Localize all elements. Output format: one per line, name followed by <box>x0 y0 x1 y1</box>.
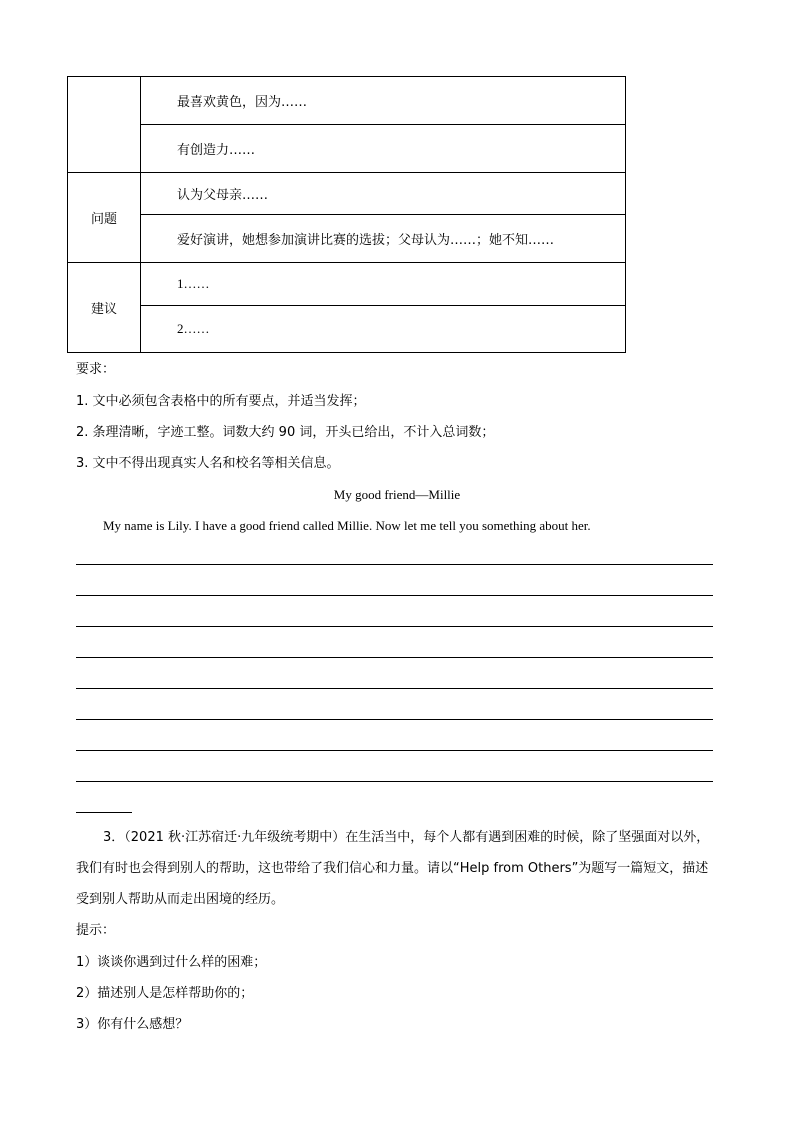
hint-item: 2）描述别人是怎样帮助你的； <box>76 986 254 1001</box>
question-3-text <box>76 822 716 915</box>
table-point-cell: 2…… <box>141 306 626 353</box>
writing-line <box>76 657 713 658</box>
writing-line <box>76 750 713 751</box>
question-source: （2021 秋·江苏宿迁·九年级统考期中） <box>124 830 346 845</box>
writing-line <box>76 688 713 689</box>
essay-title: My good friend—Millie <box>333 487 461 502</box>
table-category-cell: 问题 <box>68 173 141 263</box>
writing-line <box>76 595 713 596</box>
writing-line <box>76 626 713 627</box>
requirement-item: 1. 文中必须包含表格中的所有要点，并适当发挥； <box>76 394 366 409</box>
table-category-cell <box>68 77 141 173</box>
requirements-heading: 要求： <box>76 362 116 377</box>
table-row <box>68 215 626 263</box>
writing-line <box>76 781 713 782</box>
table-point-cell: 爱好演讲，她想参加演讲比赛的选拔；父母认为……；她不知…… <box>141 215 626 263</box>
table-row <box>68 263 626 306</box>
requirement-item: 3. 文中不得出现真实人名和校名等相关信息。 <box>76 456 340 471</box>
writing-line <box>76 719 713 720</box>
requirement-item: 2. 条理清晰，字迹工整。词数大约 90 词，开头已给出，不计入总词数； <box>76 425 495 440</box>
table-row <box>68 306 626 353</box>
outline-table <box>67 76 626 353</box>
writing-line-short <box>76 812 132 813</box>
table-row <box>68 77 626 125</box>
table-row <box>68 125 626 173</box>
table-category-cell: 建议 <box>68 263 141 353</box>
question-number: 3． <box>103 830 125 845</box>
table-point-cell: 1…… <box>141 263 626 306</box>
table-point-cell: 最喜欢黄色，因为…… <box>141 77 626 125</box>
table-point-cell: 认为父母亲…… <box>141 173 626 215</box>
hint-label: 提示： <box>76 923 116 938</box>
hint-item: 3）你有什么感想？ <box>76 1017 189 1032</box>
table-point-cell: 有创造力…… <box>141 125 626 173</box>
question-body: 在生活当中，每个人都有遇到困难的时候，除了坚强面对以外，我们有时也会得到别人的帮助，这也带给了我们信心和力量。请以“Help from Others”为题写一篇短文，描述受到别人帮助从而走出困境的经历。 <box>76 830 710 907</box>
writing-line <box>76 564 713 565</box>
hint-item: 1）谈谈你遇到过什么样的困难； <box>76 955 267 970</box>
table-row <box>68 173 626 215</box>
essay-opening: My name is Lily. I have a good friend called Millie. Now let me tell you something about her. <box>103 518 591 533</box>
